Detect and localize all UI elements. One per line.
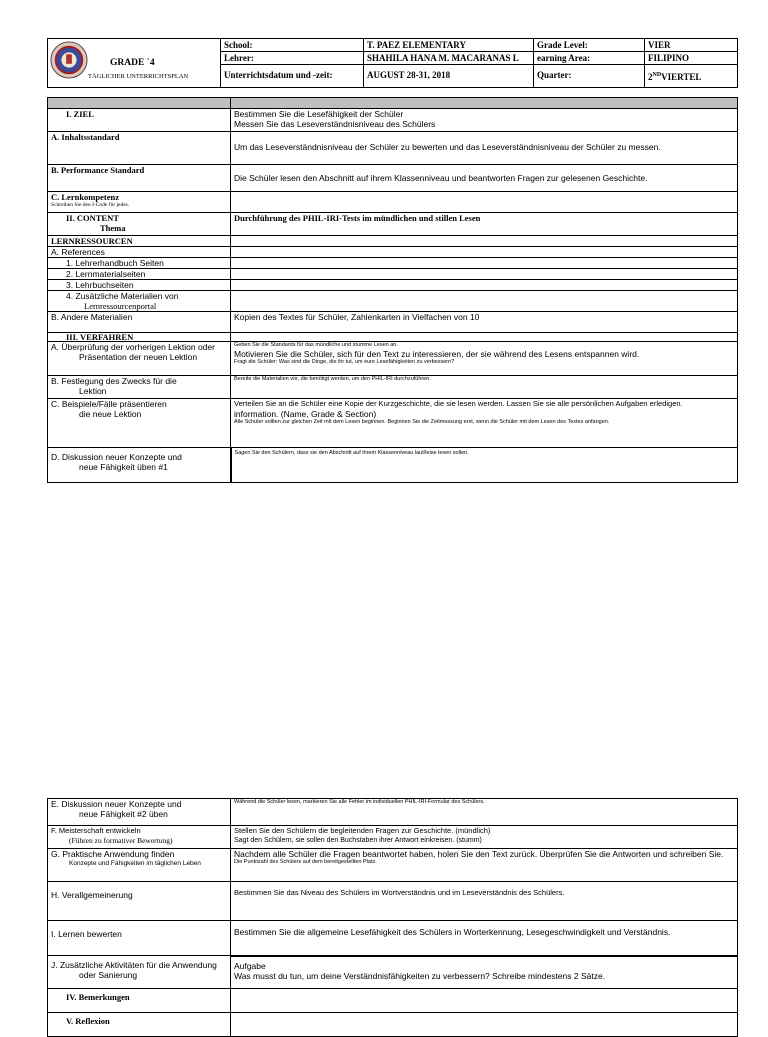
procedure-b-text <box>231 376 738 399</box>
performance-label: B. Performance Standard <box>48 165 231 192</box>
procedure-f-line-1: F. Meisterschaft entwickeln <box>51 826 141 835</box>
lernkompetenz-sub: Schreiben Sie den I-Code für jedes. <box>51 202 130 208</box>
procedure-h-label: H. Verallgemeinerung <box>48 882 231 921</box>
quarter-label: Quarter: <box>534 65 645 88</box>
procedure-g-main: Nachdem alle Schüler die Fragen beantwortet haben, holen Sie den Text zurück. Überprüfen Sie die Antworten und schreiben Sie. <box>234 849 724 859</box>
procedure-c-line-2: die neue Lektion <box>79 409 142 419</box>
references-value <box>231 247 738 258</box>
inhalt-label: A. Inhaltsstandard <box>48 132 231 165</box>
procedure-g-tiny: Die Punktzahl des Schülers auf dem bereitgestellten Platz. <box>234 859 377 865</box>
procedure-a-text <box>231 342 738 376</box>
procedure-g-line-2: Konzepte und Fähigkeiten im täglichen Leben <box>69 860 201 867</box>
procedure-f-label <box>48 826 231 849</box>
quarter-value: 2NDVIERTEL <box>645 65 738 88</box>
bemerkungen-value <box>231 989 738 1013</box>
procedure-j-text <box>231 956 738 989</box>
date-label: Unterrichtsdatum und -zeit: <box>221 65 364 88</box>
procedure-a-label <box>48 342 231 376</box>
procedure-j-label <box>48 956 231 989</box>
header-table <box>47 38 738 88</box>
content-cell <box>48 213 231 236</box>
andere-text: Kopien des Textes für Schüler, Zahlenkarten in Vielfachen von 10 <box>231 312 738 333</box>
date-value: AUGUST 28-31, 2018 <box>364 65 534 88</box>
procedure-a-line-1: A. Überprüfung der vorherigen Lektion oder <box>51 342 215 352</box>
plan-title: TÄGLICHER UNTERRICHTSPLAN <box>88 73 189 80</box>
references-label: A. References <box>48 247 231 258</box>
procedure-f-line-2: (Führen zu formativer Bewertung) <box>69 836 173 845</box>
ref-item-2: 2. Lernmaterialseiten <box>48 269 231 280</box>
ref-value-1 <box>231 258 738 269</box>
procedure-e-text <box>231 799 738 826</box>
procedure-e-label <box>48 799 231 826</box>
procedure-c-line-1: C. Beispiele/Fälle präsentieren <box>51 399 167 409</box>
procedure-i-text: Bestimmen Sie die allgemeine Lesefähigkeit des Schülers in Worterkennung, Lesegeschwindigkeit und Verständnis. <box>231 921 738 956</box>
procedure-b-line-1: B. Festlegung des Zwecks für die <box>51 376 177 386</box>
procedure-b-label <box>48 376 231 399</box>
verfahren-label: III. VERFAHREN <box>48 333 231 342</box>
reflexion-label: V. Reflexion <box>48 1013 231 1037</box>
procedure-c-tiny: Alle Schüler sollten zur gleichen Zeit mit dem Lesen beginnen. Beginnen Sie die Zeitmessung erst, wenn die Schüler mit dem Lesen des Textes anfangen. <box>234 419 610 425</box>
procedure-d-line-1: D. Diskussion neuer Konzepte und <box>51 452 182 462</box>
ziel-cell <box>231 109 738 132</box>
procedure-e-line-2: neue Fähigkeit #2 üben <box>79 809 168 819</box>
procedure-b-line-2: Lektion <box>79 386 107 396</box>
procedure-g-label <box>48 849 231 882</box>
procedure-g-text <box>231 849 738 882</box>
lesson-plan-table <box>47 97 738 483</box>
ziel-label: I. ZIEL <box>48 109 231 132</box>
procedure-g-line-1: G. Praktische Anwendung finden <box>51 849 175 859</box>
school-value: T. PAEZ ELEMENTARY <box>364 39 534 52</box>
ref-item-4 <box>48 291 231 312</box>
teacher-label: Lehrer: <box>221 52 364 65</box>
procedure-e-tiny: Während die Schüler lesen, markieren Sie alle Fehler im individuellen PHIL-IRI-Formular des Schülers. <box>234 799 485 805</box>
procedure-c-info: information. (Name, Grade & Section) <box>234 409 377 419</box>
andere-label: B. Andere Materialien <box>48 312 231 333</box>
procedure-h-text: Bestimmen Sie das Niveau des Schülers im Wortverständnis und im Leseverständnis des Schülers. <box>231 882 738 921</box>
procedure-i-label: I. Lernen bewerten <box>48 921 231 956</box>
performance-text: Die Schüler lesen den Abschnitt auf ihrem Klassenniveau und beantworten Fragen zur gelesenen Geschichte. <box>231 165 738 192</box>
procedure-d-line-2: neue Fähigkeit üben #1 <box>79 462 168 472</box>
procedure-b-tiny: Bereite die Materialien vor, die benötigt werden, um den PHIL-IRI durchzuführen. <box>234 376 431 382</box>
inhalt-text: Um das Leseverständnisniveau der Schüler zu bewerten und das Leseverständnisniveau der Schüler zu messen. <box>231 132 738 165</box>
deped-seal-icon <box>50 41 88 79</box>
ref-item-4-line-2: Lernressourcenportal <box>84 301 157 311</box>
teacher-value: SHAHILA HANA M. MACARANAS L <box>364 52 534 65</box>
procedure-f-line-a: Stellen Sie den Schülern die begleitenden Fragen zur Geschichte. (mündlich) <box>234 826 491 835</box>
procedure-j-line-a: Aufgabe <box>234 960 266 971</box>
procedure-a-tiny-1: Geben Sie die Standards für das mündliche und stumme Lesen an. <box>234 342 398 348</box>
grade-level-label: Grade Level: <box>534 39 645 52</box>
procedure-j-line-b: Was musst du tun, um deine Verständnisfähigkeiten zu verbessern? Schreibe mindestens 2 Sätze. <box>234 970 606 981</box>
ref-item-1: 1. Lehrerhandbuch Seiten <box>48 258 231 269</box>
school-label: School: <box>221 39 364 52</box>
procedure-e-line-1: E. Diskussion neuer Konzepte und <box>51 799 182 809</box>
procedure-a-line-2: Präsentation der neuen Lektion <box>79 352 198 362</box>
procedure-d-label <box>48 448 231 483</box>
procedure-c-text <box>231 399 738 448</box>
ref-item-3: 3. Lehrbuchseiten <box>48 280 231 291</box>
ziel-line-2: Messen Sie das Leseverständnisniveau des Schülers <box>234 119 436 129</box>
grade-level-value: VIER <box>645 39 738 52</box>
lernkompetenz-value <box>231 192 738 213</box>
grade-title: GRADE `4 <box>110 58 155 68</box>
lernkompetenz-cell <box>48 192 231 213</box>
bemerkungen-label: IV. Bemerkungen <box>48 989 231 1013</box>
learning-area-value: FILIPINO <box>645 52 738 65</box>
procedure-c-main: Verteilen Sie an die Schüler eine Kopie der Kurzgeschichte, die sie lesen werden. Lassen Sie sie alle persönlichen Aufgaben erledigen. <box>234 399 683 408</box>
header-logo-cell <box>48 39 221 88</box>
lernkompetenz-label: C. Lernkompetenz <box>51 192 119 202</box>
procedure-d-tiny: Sagen Sie den Schülern, dass sie den Abschnitt auf ihrem Klassenniveau laut/leise lesen sollen. <box>234 450 469 456</box>
verfahren-value <box>231 333 738 342</box>
grey-row-left <box>48 98 231 109</box>
procedure-f-text <box>231 826 738 849</box>
procedure-j-line-2: oder Sanierung <box>79 970 138 980</box>
ref-item-4-line-1: 4. Zusätzliche Materialien von <box>66 291 179 301</box>
lernressourcen-label: LERNRESSOURCEN <box>48 236 231 247</box>
procedure-a-tiny-2: Fragt die Schüler: Was sind die Dinge, die ihr tut, um eure Lesefähigkeiten zu verbessern? <box>234 359 455 365</box>
lesson-plan-table-continued <box>47 798 738 1037</box>
ziel-line-1: Bestimmen Sie die Lesefähigkeit der Schüler <box>234 109 404 119</box>
content-label: II. CONTENT <box>66 213 119 223</box>
grey-row-right <box>231 98 738 109</box>
thema-label: Thema <box>100 223 126 233</box>
content-text: Durchführung des PHIL-IRI-Tests im mündlichen und stillen Lesen <box>231 213 738 236</box>
procedure-a-main: Motivieren Sie die Schüler, sich für den Text zu interessieren, der sie während des Lesens entspannen wird. <box>234 349 640 359</box>
procedure-d-text <box>231 448 738 483</box>
reflexion-value <box>231 1013 738 1037</box>
procedure-j-line-1: J. Zusätzliche Aktivitäten für die Anwendung <box>51 960 217 970</box>
ref-value-3 <box>231 280 738 291</box>
learning-area-label: earning Area: <box>534 52 645 65</box>
ref-value-4 <box>231 291 738 312</box>
lernressourcen-value <box>231 236 738 247</box>
ref-value-2 <box>231 269 738 280</box>
procedure-f-line-b: Sagt den Schülern, sie sollen den Buchstaben ihrer Antwort einkreisen. (stumm) <box>234 837 482 844</box>
procedure-c-label <box>48 399 231 448</box>
